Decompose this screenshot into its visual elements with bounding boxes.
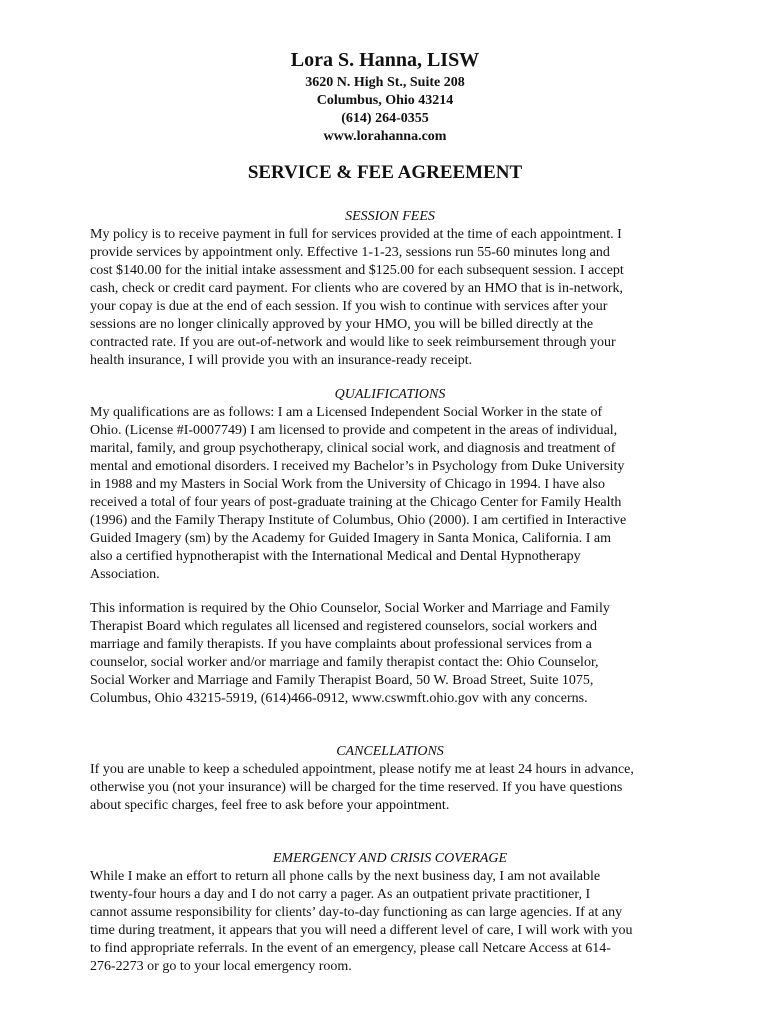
document-page — [90, 46, 680, 974]
emergency-section — [90, 850, 690, 976]
qualifications-section — [90, 386, 690, 584]
session-fees-section — [90, 208, 690, 370]
session-fees-heading: SESSION FEES — [345, 209, 435, 224]
qualifications-paragraph: My qualifications are as follows: I am a Licensed Independent Social Worker in the state of Ohio. (License #I-0007749) I am licensed to provide and competent in the areas of individual, marital, family, and group psychotherapy, clinical social work, and diagnosis and treatment of mental and emotional disorders. I received my Bachelor’s in Psychology from Duke University in 1988 and my Masters in Social Work from the University of Chicago in 1994. I have also received a total of four years of post-graduate training at the Chicago Center for Family Health (1996) and the Family Therapy Institute of Columbus, Ohio (2000). I am certified in Interactive Guided Imagery (sm) by the Academy for Guided Imagery in Santa Monica, California. I am also a certified hypnotherapist with the International Medical and Dental Hypnotherapy Association. — [90, 405, 627, 582]
emergency-paragraph: While I make an effort to return all phone calls by the next business day, I am not available twenty-four hours a day and I do not carry a pager. As an outpatient private practitioner, I cannot assume responsibility for clients’ day-to-day functioning as can large agencies. If at any time during treatment, it appears that you will need a different level of care, I will work with you to find appropriate referrals. In the event of an emergency, please call Netcare Access at 614- 276-2273 or go to your local emergency room. — [90, 869, 633, 974]
licensing-board-paragraph: This information is required by the Ohio Counselor, Social Worker and Marriage and Family Therapist Board which regulates all licensed and registered counselors, social workers and marriage and family therapists. If you have complaints about professional services from a counselor, social worker and/or marriage and family therapist contact the: Ohio Counselor, Social Worker and Marriage and Family Therapist Board, 50 W. Broad Street, Suite 1075, Columbus, Ohio 43215-5919, (614)466-0912, www.cswmft.ohio.gov with any concerns. — [90, 601, 610, 706]
licensing-board-section — [90, 600, 690, 708]
emergency-heading: EMERGENCY AND CRISIS COVERAGE — [272, 851, 508, 866]
cancellations-section — [90, 743, 690, 815]
address-line-1: 3620 N. High St., Suite 208 — [305, 75, 465, 90]
cancellations-heading: CANCELLATIONS — [336, 744, 444, 759]
website: www.lorahanna.com — [323, 129, 447, 144]
cancellations-paragraph: If you are unable to keep a scheduled appointment, please notify me at least 24 hours in advance, otherwise you (not your insurance) will be charged for the time reserved. If you have questions about specific charges, feel free to ask before your appointment. — [90, 762, 634, 813]
qualifications-heading: QUALIFICATIONS — [334, 387, 446, 402]
practitioner-name: Lora S. Hanna, LISW — [290, 49, 480, 71]
document-title: SERVICE & FEE AGREEMENT — [247, 162, 523, 183]
session-fees-paragraph: My policy is to receive payment in full for services provided at the time of each appointment. I provide services by appointment only. Effective 1-1-23, sessions run 55-60 minutes long and cost $140.00 for the initial intake assessment and $125.00 for each subsequent session. I accept cash, check or credit card payment. For clients who are covered by an HMO that is in-network, your copay is due at the end of each session. If you wish to continue with services after your sessions are no longer clinically approved by your HMO, you will be billed directly at the contracted rate. If you are out-of-network and would like to seek reimbursement through your health insurance, I will provide you with an insurance-ready receipt. — [90, 227, 624, 368]
address-line-2: Columbus, Ohio 43214 — [316, 93, 454, 108]
letterhead — [90, 46, 680, 146]
phone-number: (614) 264-0355 — [341, 111, 429, 126]
